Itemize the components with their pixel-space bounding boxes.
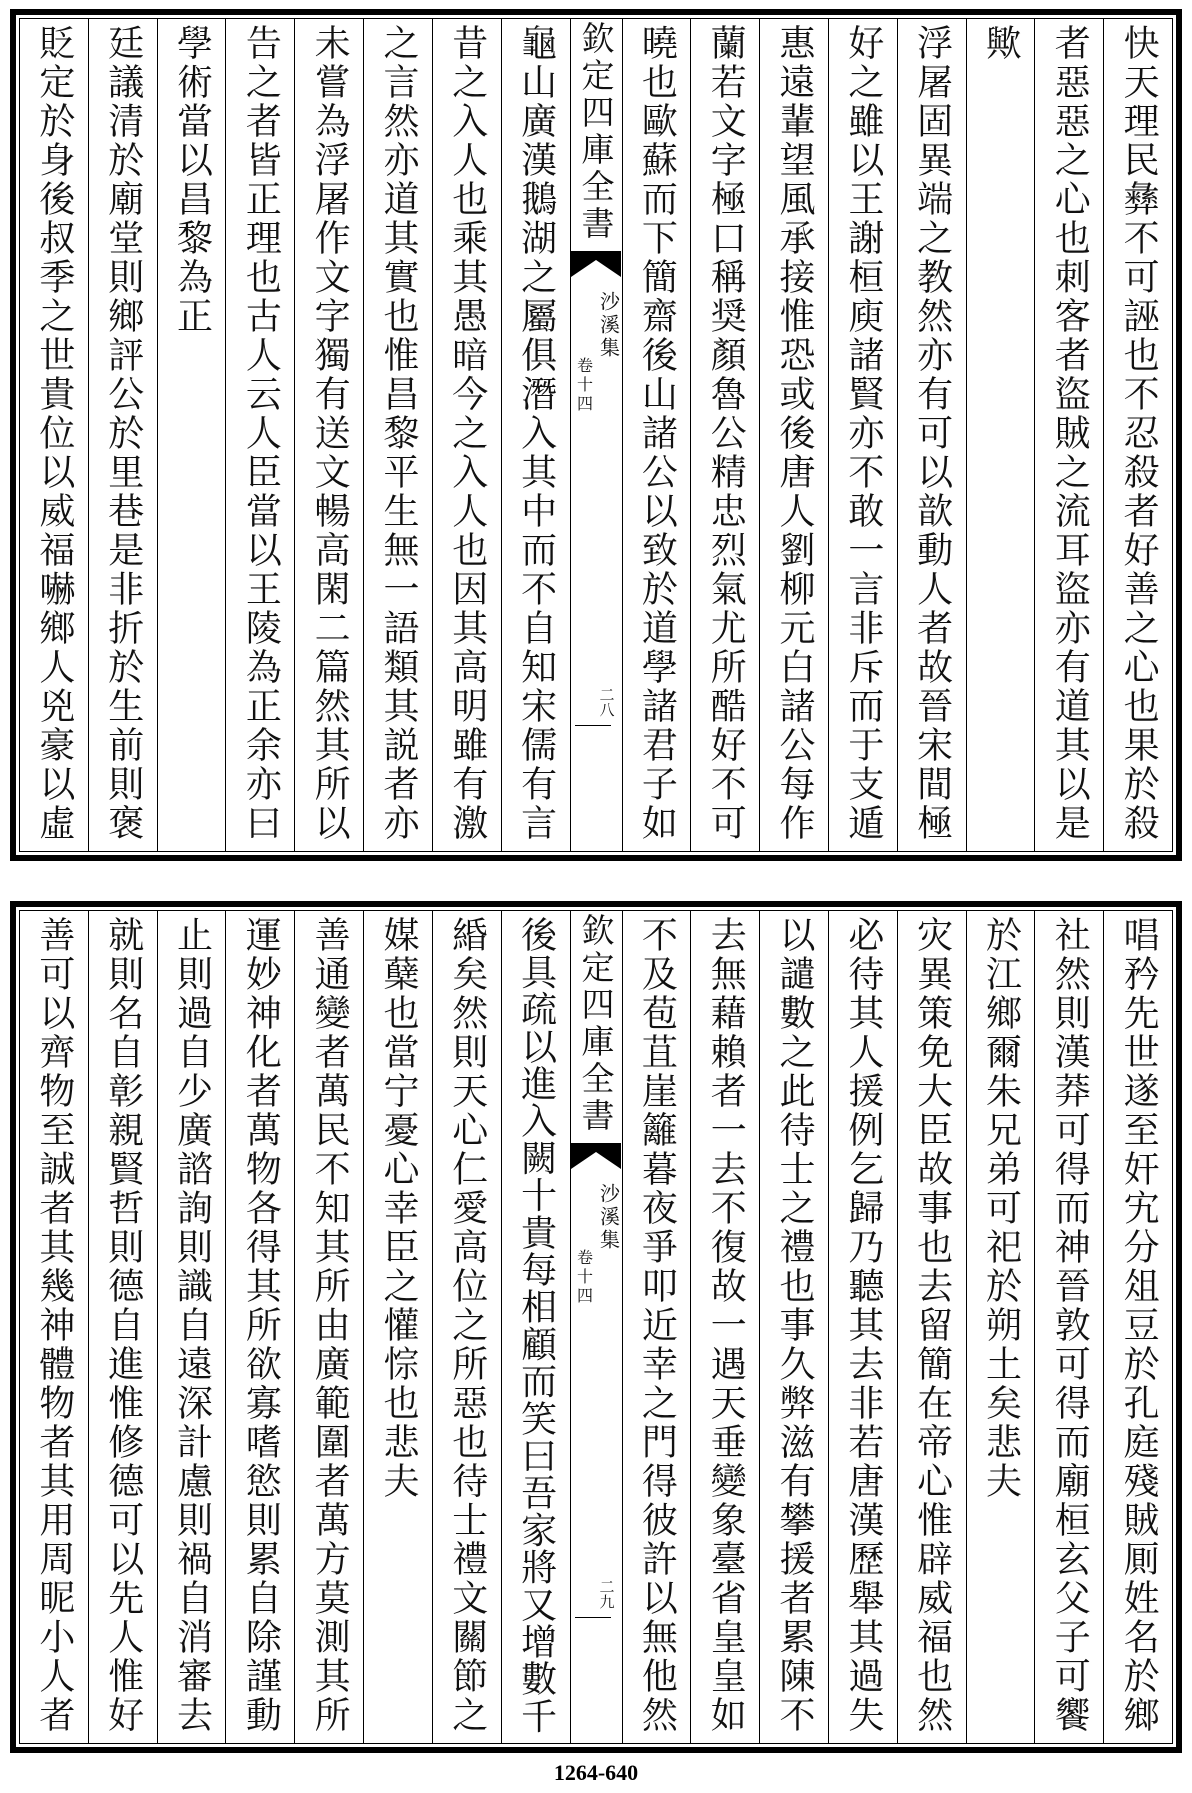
column-text: 浮屠固異端之教然亦有可以歆動人者故晉宋間極: [911, 24, 953, 843]
collection-title-wrap: [571, 21, 622, 243]
text-column: [690, 911, 759, 1743]
leaf-number: 二九: [597, 1579, 616, 1609]
juan-label: 卷十四: [574, 1249, 594, 1306]
column-text: 於江鄉爾朱兄弟可祀於朔土矣悲夫: [980, 916, 1022, 1501]
column-text: 廷議清於廟堂則鄉評公於里巷是非折於生前則褒: [102, 24, 144, 843]
column-text: 灾異策免大臣故事也去留簡在帝心惟辟威福也然: [911, 916, 953, 1735]
fishtail-mark-icon: [571, 1143, 621, 1173]
column-text: 媒蘖也當宁憂心幸臣之懽悰也悲夫: [377, 916, 419, 1501]
column-text: 去無藉賴者一去不復故一遇天垂變象臺省皇皇如: [705, 916, 747, 1735]
lower-leaf: [10, 901, 1182, 1753]
leaf-number-rule: [575, 1617, 611, 1618]
text-column: [622, 19, 691, 851]
leaf-number: 二八: [597, 687, 616, 717]
column-text: 唱矜先世遂至奸宄分俎豆於孔庭殘賊厠姓名於鄉: [1118, 916, 1160, 1735]
column-text: 者惡惡之心也刺客者盜賊之流耳盜亦有道其以是: [1049, 24, 1091, 843]
column-text: 緍矣然則天心仁愛高位之所惡也待士禮文關節之: [446, 916, 488, 1735]
column-text: 學術當以昌黎為正: [171, 24, 213, 336]
collection-title: 欽定四庫全書: [576, 21, 616, 243]
text-column: [20, 911, 88, 1743]
column-text: 善通變者萬民不知其所由廣範圍者萬方莫測其所: [309, 916, 351, 1735]
text-column: [432, 19, 501, 851]
upper-leaf: [10, 9, 1182, 861]
column-text: 貶定於身後叔季之世貴位以威福嚇鄉人兇豪以虛: [33, 24, 75, 843]
text-column: [363, 911, 432, 1743]
column-text: 快天理民彝不可誣也不忍殺者好善之心也果於殺: [1118, 24, 1160, 843]
text-column: [432, 911, 501, 1743]
text-column: [759, 19, 828, 851]
text-column: [897, 19, 966, 851]
column-text: 蘭若文字極口稱奨顏魯公精忠烈氣尤所酷好不可: [705, 24, 747, 843]
text-column: [88, 911, 157, 1743]
book-title: 沙溪集: [596, 1183, 621, 1252]
text-column: [88, 19, 157, 851]
juan-label: 卷十四: [574, 357, 594, 414]
text-column: [966, 911, 1035, 1743]
text-column: [1103, 911, 1172, 1743]
text-column: [690, 19, 759, 851]
column-text: 必待其人援例乞歸乃聽其去非若唐漢歷舉其過失: [842, 916, 884, 1735]
text-column: [966, 19, 1035, 851]
book-title: 沙溪集: [596, 291, 621, 360]
column-text: 就則名自彰親賢哲則德自進惟修德可以先人惟好: [102, 916, 144, 1735]
text-column: [501, 911, 570, 1743]
column-text: 好之雖以王謝桓庾諸賢亦不敢一言非斥而于支遁: [842, 24, 884, 843]
text-column: [1103, 19, 1172, 851]
text-column: [1034, 19, 1103, 851]
column-text: 昔之入人也乘其愚暗今之入人也因其高明雖有激: [446, 24, 488, 843]
column-text: 告之者皆正理也古人云人臣當以王陵為正余亦曰: [240, 24, 282, 843]
text-column: [828, 19, 897, 851]
center-fold-margin: [570, 19, 622, 851]
center-fold-margin: [570, 911, 622, 1743]
text-column: [501, 19, 570, 851]
text-column: [294, 19, 363, 851]
leaf-number-rule: [575, 725, 611, 726]
text-column: [897, 911, 966, 1743]
column-text: 歟: [980, 24, 1022, 63]
text-column: [363, 19, 432, 851]
text-column: [828, 911, 897, 1743]
page-reference: 1264-640: [553, 1760, 639, 1785]
text-column: [20, 19, 88, 851]
column-text: 未嘗為浮屠作文字獨有送文暢高閑二篇然其所以: [309, 24, 351, 843]
collection-title: 欽定四庫全書: [576, 913, 616, 1135]
column-text: 後具疏以進入闕十貴每相顧而笑曰吾家將又增數千: [515, 916, 557, 1735]
text-column: [157, 911, 226, 1743]
column-text: 社然則漢莽可得而神晉敦可得而廟桓玄父子可饗: [1049, 916, 1091, 1735]
column-text: 惠遠輩望風承接惟恐或後唐人劉柳元白諸公每作: [774, 24, 816, 843]
text-column: [225, 19, 294, 851]
lower-leaf-frame: [19, 910, 1173, 1744]
column-text: 運妙神化者萬物各得其所欲寡嗜慾則累自除謹動: [240, 916, 282, 1735]
column-text: 止則過自少廣諮詢則識自遠深計慮則禍自消審去: [171, 916, 213, 1735]
column-text: 曉也歐蘇而下簡齋後山諸公以致於道學諸君子如: [636, 24, 678, 843]
column-text: 龜山廣漢鵝湖之屬俱潛入其中而不自知宋儒有言: [515, 24, 557, 843]
text-column: [622, 911, 691, 1743]
column-text: 之言然亦道其實也惟昌黎平生無一語類其説者亦: [377, 24, 419, 843]
column-text: 善可以齊物至誠者其幾神體物者其用周昵小人者: [33, 916, 75, 1735]
text-column: [157, 19, 226, 851]
text-column: [759, 911, 828, 1743]
text-column: [294, 911, 363, 1743]
upper-leaf-frame: [19, 18, 1173, 852]
fishtail-mark-icon: [571, 251, 621, 281]
column-text: 不及苞苴崖籬暮夜爭叩近幸之門得彼許以無他然: [636, 916, 678, 1735]
text-column: [1034, 911, 1103, 1743]
text-column: [225, 911, 294, 1743]
column-text: 以譴數之此待士之禮也事久弊滋有攀援者累陳不: [774, 916, 816, 1735]
collection-title-wrap: [571, 913, 622, 1135]
